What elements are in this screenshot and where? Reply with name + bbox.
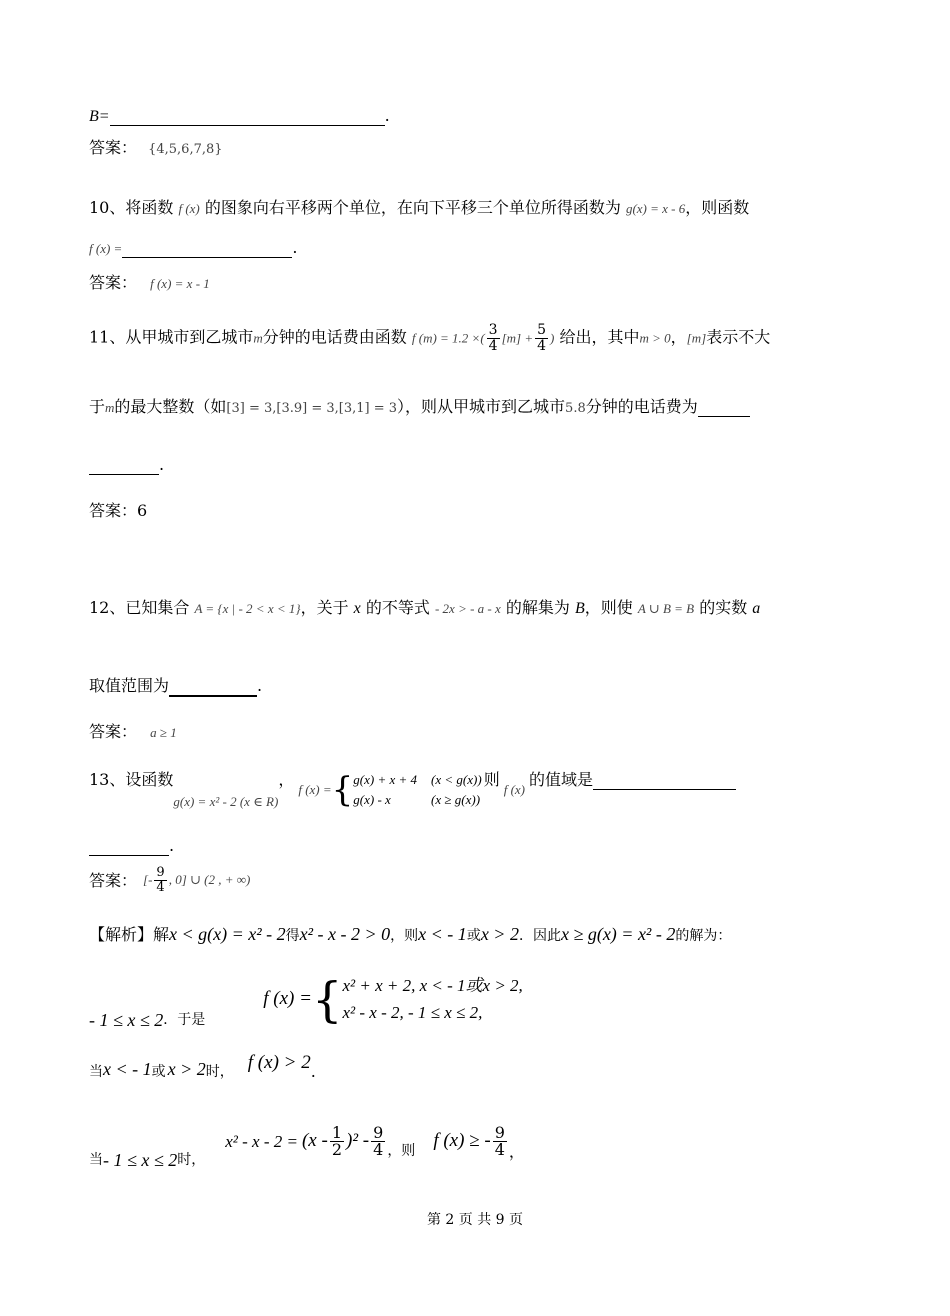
q11-frac bbox=[487, 323, 500, 353]
analysis-text: 或 bbox=[151, 1064, 166, 1080]
q12-inequality: - 2x > - a - x bbox=[434, 601, 501, 616]
q12-end: . bbox=[257, 676, 263, 695]
q11-var-m: m bbox=[105, 400, 115, 415]
q13-case2-expr: g(x) - x bbox=[353, 791, 391, 807]
q11-answer-value: 6 bbox=[137, 501, 148, 520]
analysis-piecewise-cases bbox=[342, 976, 522, 1023]
answer-label: 答案： bbox=[89, 870, 138, 890]
q12-text: 12、已知集合 bbox=[89, 598, 195, 617]
q11-cond: [m] bbox=[686, 330, 707, 346]
frac-num: 9 bbox=[373, 1122, 384, 1142]
analysis-text: ， bbox=[508, 1142, 525, 1162]
q11-text: 的最大整数（如 bbox=[114, 397, 227, 416]
q9-line bbox=[89, 106, 390, 126]
q13-text: 13、设函数 bbox=[89, 770, 174, 789]
q11-formula: f (m) = 1.2 ×( bbox=[411, 330, 485, 346]
q12-text: 的解集为 bbox=[500, 598, 575, 617]
q11-var-m: m bbox=[253, 330, 263, 346]
answer-label: 答案： bbox=[89, 273, 138, 292]
q10-gx: g(x) = x - 6 bbox=[625, 201, 686, 216]
q9-blank bbox=[110, 106, 385, 126]
analysis-math: x < - 1 bbox=[103, 1059, 152, 1080]
frac-num: 1 bbox=[331, 1122, 343, 1142]
analysis-line4 bbox=[89, 1112, 525, 1172]
analysis-line3 bbox=[89, 1052, 316, 1081]
q13-text: 的值域是 bbox=[529, 770, 594, 789]
frac-num: 5 bbox=[537, 322, 547, 338]
q13-g-definition: g(x) = x² - 2 (x ∈ R) bbox=[173, 794, 279, 809]
analysis-line1 bbox=[89, 924, 731, 946]
analysis-text: ．于是 bbox=[163, 1012, 206, 1029]
analysis-math: f (x) > 2 bbox=[247, 1052, 311, 1073]
q11-formula: ) bbox=[550, 330, 555, 346]
q12-var-a: a bbox=[752, 600, 761, 617]
q12-answer-value: a ≥ 1 bbox=[150, 725, 177, 740]
q10-text: 10、将函数 bbox=[89, 198, 179, 217]
analysis-piece2: x² - x - 2, - 1 ≤ x ≤ 2, bbox=[342, 1002, 483, 1022]
q13-case2-cond: (x ≥ g(x)) bbox=[431, 791, 481, 807]
analysis-math: x < g(x) = x² - 2 bbox=[169, 924, 286, 944]
analysis-text: 时， bbox=[205, 1064, 234, 1080]
analysis-frac-nine-quarters bbox=[371, 1122, 385, 1160]
q12-var-b: B bbox=[574, 600, 585, 617]
page-footer: 第 2 页 共 9 页 bbox=[426, 1212, 524, 1228]
q11-blank bbox=[698, 397, 750, 417]
q13-answer-value: , 0] ∪ (2 , + ∞) bbox=[168, 872, 251, 888]
q13-case1-expr: g(x) + x + 4 bbox=[353, 772, 418, 788]
q13-fx: f (x) bbox=[503, 782, 525, 797]
q9-answer-value: {4,5,6,7,8} bbox=[148, 142, 223, 157]
q12-text: 的实数 bbox=[694, 598, 753, 617]
frac-den: 4 bbox=[488, 337, 498, 354]
q11-value: 5.8 bbox=[565, 401, 586, 416]
q11-text: 于 bbox=[89, 397, 106, 416]
analysis-math: x² - x - 2 > 0 bbox=[299, 924, 391, 944]
q11-text: 分钟的电话费由函数 bbox=[262, 327, 407, 347]
q12-text: 的不等式 bbox=[360, 598, 435, 617]
q11-line3 bbox=[89, 455, 164, 475]
analysis-math: x > 2 bbox=[167, 1059, 206, 1080]
q13-answer bbox=[89, 866, 250, 894]
q10-text: ，则函数 bbox=[685, 198, 750, 217]
q10-text: 的图象向右平移两个单位，在向下平移三个单位所得函数为 bbox=[199, 198, 626, 217]
frac-den: 4 bbox=[494, 1140, 505, 1160]
frac-num: 9 bbox=[156, 865, 165, 880]
q10-fx: f (x) bbox=[178, 201, 200, 216]
q13-end: . bbox=[169, 836, 175, 855]
analysis-text: 或 bbox=[466, 928, 481, 944]
frac-den: 4 bbox=[537, 337, 547, 354]
q13-answer-frac bbox=[154, 866, 166, 894]
q12-text: ，则使 bbox=[584, 598, 638, 617]
analysis-text: . bbox=[310, 1061, 316, 1081]
q11-text: 表示不大 bbox=[706, 327, 771, 347]
frac-den: 2 bbox=[331, 1140, 343, 1160]
q11-text: ），则从甲城市到乙城市 bbox=[397, 397, 566, 416]
q12-text: 取值范围为 bbox=[89, 676, 170, 695]
q11-blank-cont bbox=[89, 455, 159, 475]
answer-label: 答案： bbox=[89, 722, 138, 741]
q12-condition: A ∪ B = B bbox=[637, 601, 695, 616]
q12-set-a: A = {x | - 2 < x < 1} bbox=[194, 601, 301, 616]
q11-cond: m > 0 bbox=[639, 330, 671, 346]
analysis-text: 得 bbox=[285, 928, 300, 944]
frac-den: 4 bbox=[156, 879, 165, 895]
analysis-math: (x - bbox=[301, 1130, 328, 1152]
q11-example: [3] = 3,[3.9] = 3,[3,1] = 3 bbox=[226, 401, 398, 416]
q12-answer bbox=[89, 722, 177, 741]
q10-answer-value: f (x) = x - 1 bbox=[150, 276, 210, 291]
q10-blank bbox=[122, 238, 292, 258]
analysis-text: 时， bbox=[177, 1152, 206, 1169]
q11-text: ， bbox=[670, 327, 687, 347]
q13-f-lhs: f (x) = bbox=[298, 782, 332, 797]
q10-end: . bbox=[292, 238, 298, 257]
analysis-text: ．因此 bbox=[518, 928, 561, 944]
q13-line2 bbox=[89, 836, 174, 856]
frac-den: 4 bbox=[373, 1140, 384, 1160]
analysis-frac-half bbox=[330, 1122, 344, 1160]
q11-text: 分钟的电话费为 bbox=[585, 397, 698, 416]
q13-text: ， bbox=[278, 770, 295, 789]
q10-fx-blank-label: f (x) = bbox=[89, 241, 123, 256]
q9-suffix: . bbox=[384, 106, 390, 125]
q11-line2 bbox=[89, 397, 750, 417]
analysis-math: - 1 ≤ x ≤ 2 bbox=[103, 1150, 178, 1170]
q13-cases bbox=[353, 772, 481, 807]
analysis-math: f (x) ≥ - bbox=[433, 1130, 491, 1152]
q11-text: 11、从甲城市到乙城市 bbox=[89, 327, 254, 347]
analysis-piece1: x² + x + 2, x < - 1或x > 2, bbox=[342, 976, 523, 996]
analysis-math: x > 2 bbox=[480, 924, 519, 944]
q12-line1 bbox=[89, 598, 760, 618]
analysis-math: )² - bbox=[346, 1130, 370, 1152]
q10-line2 bbox=[89, 238, 297, 258]
q13-blank-cont bbox=[89, 836, 169, 856]
q10-line1 bbox=[89, 198, 749, 217]
analysis-piecewise-lhs: f (x) = bbox=[263, 988, 312, 1010]
q11-answer bbox=[89, 501, 147, 520]
q13-line1 bbox=[89, 770, 736, 810]
analysis-brace: { bbox=[311, 971, 343, 1028]
q11-frac bbox=[535, 323, 548, 353]
analysis-text: 的解为： bbox=[675, 928, 732, 944]
analysis-text: 当 bbox=[89, 1064, 103, 1080]
analysis-math: x < - 1 bbox=[418, 924, 467, 944]
analysis-math: - 1 ≤ x ≤ 2 bbox=[89, 1010, 164, 1030]
q11-formula: [m] + bbox=[501, 330, 534, 346]
q12-var-x: x bbox=[353, 600, 361, 617]
analysis-frac-nine-quarters bbox=[493, 1122, 507, 1160]
frac-num: 9 bbox=[494, 1122, 505, 1142]
q13-answer-value: [- bbox=[143, 872, 153, 888]
analysis-math: x ≥ g(x) = x² - 2 bbox=[560, 924, 676, 944]
analysis-math: x² - x - 2 = bbox=[225, 1131, 298, 1151]
q13-blank bbox=[593, 770, 736, 790]
q9-answer bbox=[89, 138, 223, 158]
analysis-text: ，则 bbox=[387, 1143, 416, 1160]
q11-text: 给出，其中 bbox=[554, 327, 640, 347]
q9-prefix: B= bbox=[89, 108, 110, 125]
analysis-label: 【解析】解 bbox=[89, 925, 170, 944]
frac-num: 3 bbox=[488, 322, 498, 338]
analysis-text: ，则 bbox=[390, 928, 419, 944]
analysis-line2 bbox=[89, 968, 523, 1032]
analysis-text: 当 bbox=[89, 1152, 103, 1169]
q12-blank bbox=[169, 676, 257, 697]
q13-case1-cond: (x < g(x)) bbox=[431, 772, 482, 788]
q12-line2 bbox=[89, 676, 262, 697]
answer-label: 答案： bbox=[89, 501, 138, 520]
q13-brace: { bbox=[331, 769, 354, 810]
q11-end: . bbox=[159, 455, 165, 474]
q12-text: ，关于 bbox=[300, 598, 354, 617]
answer-label: 答案： bbox=[89, 138, 138, 157]
q13-text: 则 bbox=[483, 770, 500, 789]
q11-line1 bbox=[89, 323, 770, 353]
q10-answer bbox=[89, 273, 210, 292]
